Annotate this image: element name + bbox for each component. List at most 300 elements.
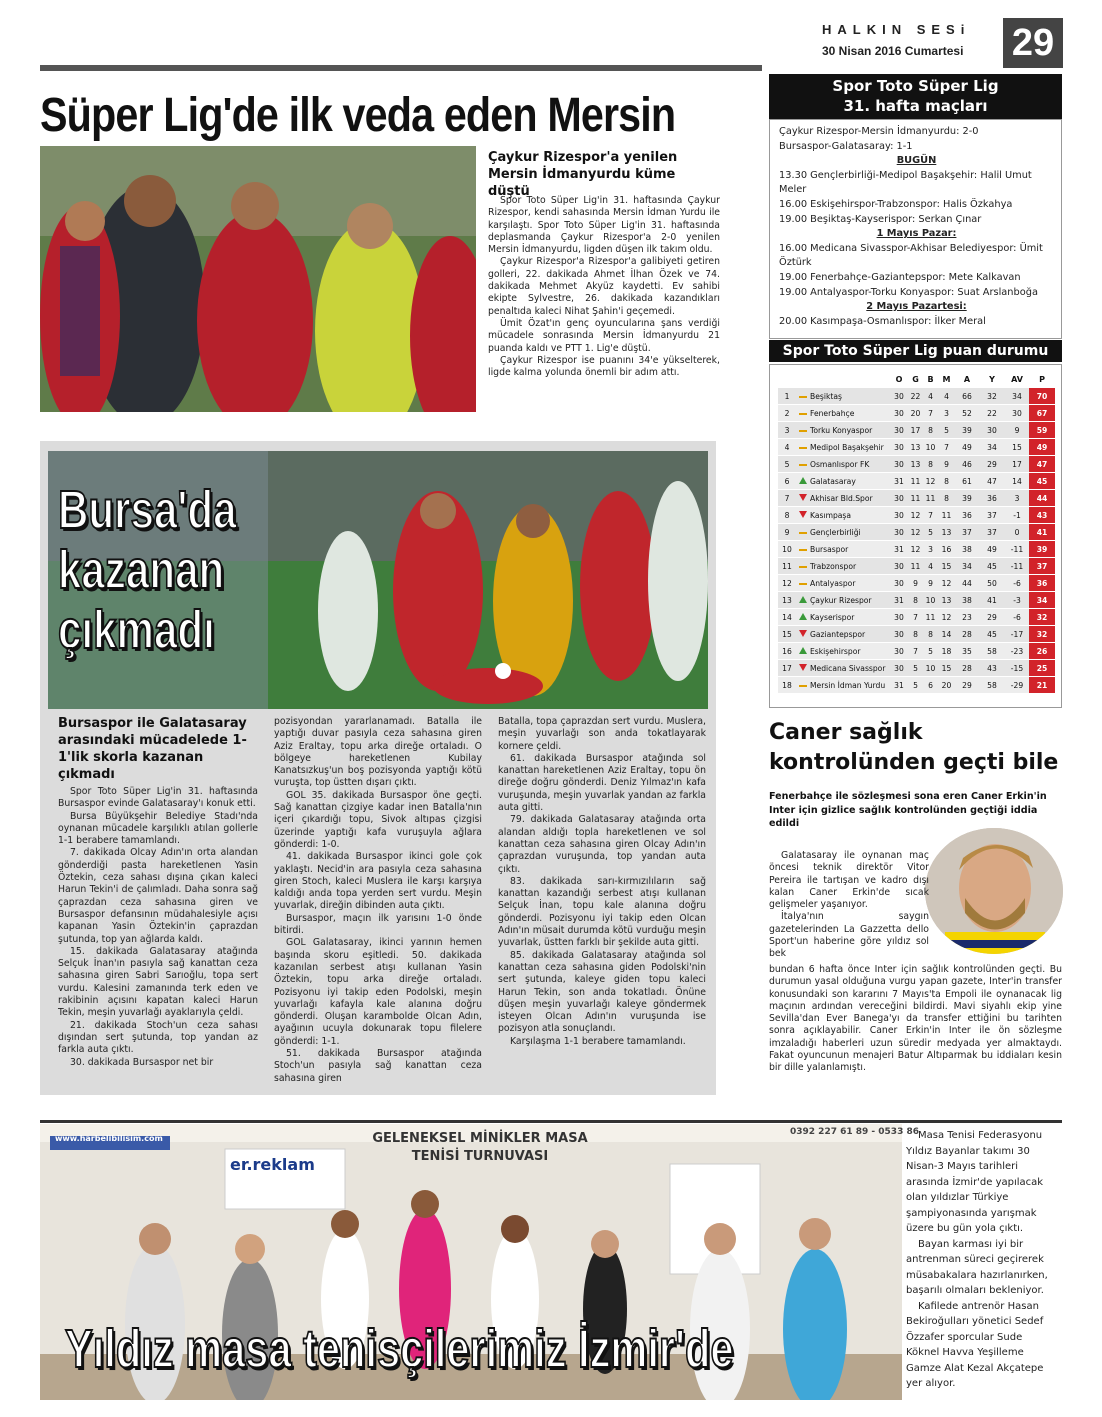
- stat-y: 50: [979, 575, 1005, 592]
- fixture-item: Çaykur Rizespor-Mersin İdmanyurdu: 2-0: [779, 126, 979, 137]
- stat-o: 31: [890, 677, 908, 694]
- trend-down-icon: [799, 494, 807, 501]
- stat-g: 11: [908, 558, 923, 575]
- stat-o: 31: [890, 473, 908, 490]
- trend-same-icon: [799, 447, 807, 449]
- top-rule: [40, 65, 762, 71]
- standings-row: [778, 456, 1055, 473]
- bursa-subhead: Bursaspor ile Galatasaray arasındaki mücadelede 1-1'lik skorla kazanan çıkmadı: [58, 716, 247, 782]
- trend-cell: [796, 439, 810, 456]
- main-headline: Süper Lig'de ilk veda eden Mersin: [40, 89, 676, 142]
- rank: 14: [778, 609, 796, 626]
- bursa-headline-line: kazanan: [58, 540, 225, 600]
- tenis-article-body: [906, 1128, 1056, 1392]
- stat-p: 37: [1029, 558, 1055, 575]
- fixture-day-heading: BUGÜN: [896, 155, 937, 167]
- standings-column-header: G: [908, 371, 923, 388]
- rank: 18: [778, 677, 796, 694]
- newspaper-brand: HALKIN SESi: [822, 22, 971, 37]
- team-name: Kasımpaşa: [810, 507, 890, 524]
- fixture-item: 16.00 Eskişehirspor-Trabzonspor: Halis Özkahya: [779, 198, 1013, 210]
- trend-same-icon: [799, 566, 807, 568]
- stat-av: -1: [1005, 507, 1029, 524]
- stat-o: 30: [890, 609, 908, 626]
- stat-a: 38: [955, 592, 979, 609]
- standings-row: [778, 592, 1055, 609]
- stat-m: 14: [938, 626, 955, 643]
- tournament-banner: GELENEKSEL MİNİKLER MASA TENİSİ TURNUVASI: [372, 1131, 588, 1164]
- trend-cell: [796, 456, 810, 473]
- fixture-item: 16.00 Medicana Sivasspor-Akhisar Belediyespor: Ümit Öztürk: [779, 242, 1043, 269]
- trend-cell: [796, 609, 810, 626]
- paragraph: Çaykur Rizespor'a Rizespor'a galibiyeti getiren golleri, 22. dakikada Ahmet İlhan Özek ve 74. dakikada Mehmet Akyüz kaydetti. Ev sahibi ekipte Sylvestre, 26. dakikada kazandıkları penaltıda kaleci Nihat Şahin'i geçemedi.: [488, 256, 720, 317]
- trend-cell: [796, 660, 810, 677]
- stat-o: 30: [890, 456, 908, 473]
- trend-down-icon: [799, 664, 807, 671]
- website-banner: www.harbelibilisim.com: [55, 1134, 163, 1143]
- stat-av: -17: [1005, 626, 1029, 643]
- standings-column-header: M: [938, 371, 955, 388]
- stat-a: 28: [955, 626, 979, 643]
- stat-y: 43: [979, 660, 1005, 677]
- paragraph: Bursaspor, maçın ilk yarısını 1-0 önde bitirdi.: [274, 912, 482, 937]
- standings-title: Spor Toto Süper Lig puan durumu: [769, 340, 1062, 362]
- stat-o: 30: [890, 490, 908, 507]
- paragraph: Kafilede antrenör Hasan Bekiroğulları yönetici Sedef Özzafer sporcular Sude Köknel Havva Yeşilleme Gamze Alat Kezal Akçatepe yer alıyor.: [906, 1300, 1044, 1389]
- standings-row: [778, 405, 1055, 422]
- stat-y: 37: [979, 507, 1005, 524]
- trend-same-icon: [799, 396, 807, 398]
- stat-m: 8: [938, 473, 955, 490]
- bursa-headline-line: çıkmadı: [58, 600, 215, 660]
- fixtures-title-line2: 31. hafta maçları: [843, 97, 988, 115]
- stat-m: 12: [938, 609, 955, 626]
- rank: 11: [778, 558, 796, 575]
- paragraph: bundan 6 hafta önce Inter için sağlık kontrolünden geçti. Bu durumun yasal olduğuna vurgu yapan gazete, Inter'in transfer konusundaki son kararını 7 Mayıs'ta Empoli ile oynanacak lig maçının ardından vereceğini bildirdi. Mavi siyahlı ekip yine Sevilla'dan Ever Banega'yı da transfer ettiğini bu tarihten sonra açıklayabilir. Caner Erkin'in Inter ile ön sözleşme imzaladığı haberleri uzun süredir medyada yer almaktaydı. Fakat oyuncunun menajeri Batur Altıparmak bu iddiaları kesin bir dille yalanlamıştı.: [769, 964, 1062, 1074]
- stat-p: 32: [1029, 626, 1055, 643]
- paragraph: 7. dakikada Olcay Adın'ın orta alandan gönderdiği pasta hareketlenen Yasin Öztekin, ceza sahası dışına çıkan kaleci Harun Tekin'i de çalımladı. Daha sonra sağ çaprazdan ceza sahasına giren ve Bursaspor defansının müdahalesiyle açısı kapanan Yasin Öztekin'in çaprazdan şutunda, top yan ağlarda kaldı.: [58, 847, 258, 945]
- stat-o: 31: [890, 592, 908, 609]
- paragraph: Bayan karması iyi bir antrenman süreci geçirerek müsabakalara hazırlanırken, başarılı olmaları bekleniyor.: [906, 1238, 1048, 1296]
- stat-y: 58: [979, 677, 1005, 694]
- stat-g: 12: [908, 507, 923, 524]
- bursa-column-1: [58, 786, 258, 1069]
- standings-row: [778, 660, 1055, 677]
- standings-column-header: A: [955, 371, 979, 388]
- stat-b: 9: [923, 575, 938, 592]
- stat-y: 22: [979, 405, 1005, 422]
- stat-m: 16: [938, 541, 955, 558]
- standings-column-header: P: [1029, 371, 1055, 388]
- standings-row: [778, 541, 1055, 558]
- paragraph: Spor Toto Süper Lig'in 31. haftasında Bursaspor evinde Galatasaray'ı konuk etti.: [58, 786, 258, 810]
- stat-b: 10: [923, 592, 938, 609]
- stat-o: 30: [890, 660, 908, 677]
- stat-m: 9: [938, 456, 955, 473]
- stat-g: 8: [908, 592, 923, 609]
- main-subhead: Çaykur Rizespor'a yenilen Mersin İdmanyurdu küme düştü: [488, 150, 678, 199]
- stat-b: 5: [923, 524, 938, 541]
- stat-av: 15: [1005, 439, 1029, 456]
- stat-p: 49: [1029, 439, 1055, 456]
- rank: 2: [778, 405, 796, 422]
- stat-av: -23: [1005, 643, 1029, 660]
- team-name: Çaykur Rizespor: [810, 592, 890, 609]
- stat-y: 30: [979, 422, 1005, 439]
- fixtures-list: [779, 125, 1054, 329]
- stat-b: 11: [923, 609, 938, 626]
- stat-av: 14: [1005, 473, 1029, 490]
- stat-av: -29: [1005, 677, 1029, 694]
- rank: 8: [778, 507, 796, 524]
- stat-p: 67: [1029, 405, 1055, 422]
- team-name: Gençlerbirliği: [810, 524, 890, 541]
- trend-cell: [796, 490, 810, 507]
- bursa-headline: [58, 480, 237, 660]
- standings-row: [778, 643, 1055, 660]
- fixture-item: 19.00 Beşiktaş-Kayserispor: Serkan Çınar: [779, 213, 982, 225]
- trend-same-icon: [799, 583, 807, 585]
- standings-row: [778, 609, 1055, 626]
- bursa-column-3: [498, 716, 706, 1048]
- sponsor-logo: er.reklam: [230, 1155, 315, 1174]
- stat-a: 44: [955, 575, 979, 592]
- stat-p: 26: [1029, 643, 1055, 660]
- trend-cell: [796, 507, 810, 524]
- trend-same-icon: [799, 464, 807, 466]
- team-name: Mersin İdman Yurdu: [810, 677, 890, 694]
- stat-p: 21: [1029, 677, 1055, 694]
- tenis-headline: Yıldız masa tenisçilerimiz İzmir'de: [65, 1319, 734, 1379]
- standings-column-header: B: [923, 371, 938, 388]
- rank: 12: [778, 575, 796, 592]
- stat-av: 17: [1005, 456, 1029, 473]
- team-name: Gaziantepspor: [810, 626, 890, 643]
- rank: 16: [778, 643, 796, 660]
- caner-subhead: Fenerbahçe ile sözleşmesi sona eren Caner Erkin'in Inter için gizlice sağlık kontrolünden geçtiği iddia edildi: [769, 791, 1047, 829]
- paragraph: Bursa Büyükşehir Belediye Stadı'nda oynanan mücadele karşılıklı atılan gollerle 1-1 berabere tamamlandı.: [58, 810, 258, 847]
- standings-row: [778, 524, 1055, 541]
- stat-y: 32: [979, 388, 1005, 405]
- trend-cell: [796, 677, 810, 694]
- stat-g: 13: [908, 439, 923, 456]
- stat-y: 29: [979, 609, 1005, 626]
- stat-g: 11: [908, 490, 923, 507]
- stat-a: 36: [955, 507, 979, 524]
- standings-row: [778, 439, 1055, 456]
- stat-a: 37: [955, 524, 979, 541]
- team-name: Fenerbahçe: [810, 405, 890, 422]
- stat-g: 8: [908, 626, 923, 643]
- team-name: Eskişehirspor: [810, 643, 890, 660]
- stat-p: 47: [1029, 456, 1055, 473]
- paragraph: GOL 35. dakikada Bursaspor öne geçti. Sağ kanattan çizgiye kadar inen Batalla'nın içeri çıkardığı topu, Sivok altıpas çizgisi üzerinde yaptığı kafa vuruşuyla ağlara gönderdi: 1-0.: [274, 789, 482, 850]
- stat-m: 15: [938, 660, 955, 677]
- fixture-item: 13.30 Gençlerbirliği-Medipol Başakşehir: Halil Umut Meler: [779, 169, 1032, 196]
- stat-p: 44: [1029, 490, 1055, 507]
- rank: 9: [778, 524, 796, 541]
- stat-m: 5: [938, 422, 955, 439]
- stat-p: 25: [1029, 660, 1055, 677]
- trend-cell: [796, 388, 810, 405]
- stat-m: 13: [938, 592, 955, 609]
- team-name: Antalyaspor: [810, 575, 890, 592]
- paragraph: Galatasaray ile oynanan maç öncesi teknik direktör Vitor Pereira ile tartışan ve kadro dışı kalan Caner Erkin'de sıcak gelişmeler yaşanıyor.: [769, 850, 929, 911]
- trend-cell: [796, 473, 810, 490]
- stat-av: 0: [1005, 524, 1029, 541]
- bursa-column-2: [274, 716, 482, 1085]
- stat-m: 20: [938, 677, 955, 694]
- caner-portrait: [925, 828, 1063, 954]
- standings-row: [778, 558, 1055, 575]
- stat-av: -6: [1005, 609, 1029, 626]
- issue-date: 30 Nisan 2016 Cumartesi: [822, 44, 964, 58]
- stat-b: 10: [923, 439, 938, 456]
- stat-o: 30: [890, 439, 908, 456]
- stat-a: 66: [955, 388, 979, 405]
- stat-a: 38: [955, 541, 979, 558]
- stat-b: 3: [923, 541, 938, 558]
- trend-cell: [796, 575, 810, 592]
- trend-same-icon: [799, 549, 807, 551]
- team-name: Medipol Başakşehir: [810, 439, 890, 456]
- stat-g: 11: [908, 473, 923, 490]
- stat-g: 9: [908, 575, 923, 592]
- trend-cell: [796, 405, 810, 422]
- fixtures-title: [769, 74, 1062, 120]
- stat-o: 30: [890, 405, 908, 422]
- stat-a: 35: [955, 643, 979, 660]
- stat-av: 34: [1005, 388, 1029, 405]
- stat-av: 9: [1005, 422, 1029, 439]
- trend-up-icon: [799, 613, 807, 620]
- team-name: Galatasaray: [810, 473, 890, 490]
- stat-m: 3: [938, 405, 955, 422]
- team-name: Beşiktaş: [810, 388, 890, 405]
- paragraph: Çaykur Rizespor ise puanını 34'e yükselterek, ligde kalma yolunda önemli bir adım attı.: [488, 354, 720, 379]
- stat-m: 8: [938, 490, 955, 507]
- stat-o: 30: [890, 643, 908, 660]
- stat-g: 20: [908, 405, 923, 422]
- stat-p: 70: [1029, 388, 1055, 405]
- stat-b: 7: [923, 507, 938, 524]
- stat-p: 45: [1029, 473, 1055, 490]
- stat-b: 4: [923, 388, 938, 405]
- paragraph: 15. dakikada Galatasaray atağında Selçuk İnan'ın pasıyla sağ kanattan ceza sahasına giren Sabri Sarıoğlu, topa sert vurdu. Kalesini zamanında terk eden ve rakibinin açısını kapatan kaleci Harun Tekin, meşin yuvarlağı ayaklarıyla çeldi.: [58, 945, 258, 1019]
- stat-y: 36: [979, 490, 1005, 507]
- stat-av: -11: [1005, 558, 1029, 575]
- stat-a: 23: [955, 609, 979, 626]
- stat-y: 37: [979, 524, 1005, 541]
- rank: 15: [778, 626, 796, 643]
- rize-match-photo: [40, 146, 476, 412]
- standings-row: [778, 677, 1055, 694]
- stat-g: 22: [908, 388, 923, 405]
- fixture-day-heading: 1 Mayıs Pazar:: [876, 228, 957, 240]
- stat-g: 13: [908, 456, 923, 473]
- paragraph: 21. dakikada Stoch'un ceza sahası dışından sert şutunda, top yandan az farkla auta çıktı.: [58, 1019, 258, 1056]
- team-name: Trabzonspor: [810, 558, 890, 575]
- stat-b: 6: [923, 677, 938, 694]
- stat-o: 30: [890, 626, 908, 643]
- trend-cell: [796, 422, 810, 439]
- stat-m: 7: [938, 439, 955, 456]
- trend-cell: [796, 558, 810, 575]
- fixture-item: 19.00 Fenerbahçe-Gaziantepspor: Mete Kalkavan: [779, 271, 1021, 283]
- stat-y: 47: [979, 473, 1005, 490]
- stat-b: 10: [923, 660, 938, 677]
- stat-y: 45: [979, 626, 1005, 643]
- stat-a: 34: [955, 558, 979, 575]
- standings-row: [778, 490, 1055, 507]
- bursa-headline-line: Bursa'da: [58, 480, 237, 540]
- team-name: Torku Konyaspor: [810, 422, 890, 439]
- paragraph: 51. dakikada Bursaspor atağında Stoch'un pasıyla sağ kanattan ceza sahasına giren: [274, 1048, 482, 1084]
- phone-banner: 0392 227 61 89 - 0533 86: [790, 1127, 919, 1137]
- caner-headline: Caner sağlık kontrolünden geçti bile: [769, 720, 1059, 775]
- stat-g: 12: [908, 524, 923, 541]
- standings-row: [778, 575, 1055, 592]
- fixture-item: Bursaspor-Galatasaray: 1-1: [779, 140, 913, 152]
- trend-same-icon: [799, 430, 807, 432]
- standings-header-row: [778, 371, 1055, 388]
- stat-b: 7: [923, 405, 938, 422]
- stat-a: 49: [955, 439, 979, 456]
- stat-y: 45: [979, 558, 1005, 575]
- team-name: Medicana Sivasspor: [810, 660, 890, 677]
- stat-g: 7: [908, 609, 923, 626]
- stat-a: 29: [955, 677, 979, 694]
- standings-column-header: O: [890, 371, 908, 388]
- trend-down-icon: [799, 630, 807, 637]
- stat-g: 12: [908, 541, 923, 558]
- rank: 17: [778, 660, 796, 677]
- rank: 13: [778, 592, 796, 609]
- rank: 4: [778, 439, 796, 456]
- main-article-body: [488, 195, 720, 379]
- team-name: Bursaspor: [810, 541, 890, 558]
- section-rule: [40, 1120, 1062, 1123]
- trend-same-icon: [799, 685, 807, 687]
- paragraph: 41. dakikada Bursaspor ikinci gole çok yaklaştı. Necid'in ara pasıyla ceza sahasına giren Stoch, kaleci Muslera ile karşı karşıya kaldığı anda topa yerden sert vurdu. Meşin yuvarlak, direğin dibinden auta çıktı.: [274, 851, 482, 912]
- stat-b: 8: [923, 422, 938, 439]
- stat-b: 4: [923, 558, 938, 575]
- stat-o: 30: [890, 507, 908, 524]
- standings-table: [778, 371, 1055, 694]
- stat-m: 4: [938, 388, 955, 405]
- stat-av: 3: [1005, 490, 1029, 507]
- paragraph: Spor Toto Süper Lig'in 31. haftasında Çaykur Rizespor, kendi sahasında Mersin İdman Yurdu ile karşılaştı. Spor Toto Süper Lig'in 31. haftasında deplasmanda Çaykur Rizespor'a 2-0 yenilen Mersin İdmanyurdu, ligden düşen ilk takım oldu.: [488, 195, 720, 256]
- standings-row: [778, 388, 1055, 405]
- paragraph: 79. dakikada Galatasaray atağında orta alandan aldığı topla hareketlenen ve sol kanattan ceza sahasına giren Olcay Adın'ın çaprazdan vuruşunda, top yandan auta çıktı.: [498, 814, 706, 875]
- stat-p: 59: [1029, 422, 1055, 439]
- stat-p: 41: [1029, 524, 1055, 541]
- stat-y: 58: [979, 643, 1005, 660]
- stat-av: 30: [1005, 405, 1029, 422]
- stat-a: 52: [955, 405, 979, 422]
- paragraph: Karşılaşma 1-1 berabere tamamlandı.: [510, 1035, 686, 1047]
- stat-av: -3: [1005, 592, 1029, 609]
- standings-column-header: Y: [979, 371, 1005, 388]
- stat-av: -6: [1005, 575, 1029, 592]
- stat-m: 15: [938, 558, 955, 575]
- stat-o: 30: [890, 388, 908, 405]
- stat-y: 34: [979, 439, 1005, 456]
- paragraph: Masa Tenisi Federasyonu Yıldız Bayanlar takımı 30 Nisan-3 Mayıs tarihleri arasında İzmir'de yapılacak olan yıldızlar Türkiye şampiyonasında yarışmak üzere bu gün yola çıktı.: [906, 1130, 1044, 1234]
- trend-cell: [796, 524, 810, 541]
- stat-b: 11: [923, 490, 938, 507]
- stat-y: 49: [979, 541, 1005, 558]
- rank: 3: [778, 422, 796, 439]
- standings-row: [778, 422, 1055, 439]
- fixture-day-heading: 2 Mayıs Pazartesi:: [866, 301, 967, 313]
- rank: 7: [778, 490, 796, 507]
- standings-row: [778, 507, 1055, 524]
- stat-a: 39: [955, 490, 979, 507]
- standings-column-header: AV: [1005, 371, 1029, 388]
- stat-y: 41: [979, 592, 1005, 609]
- trend-cell: [796, 541, 810, 558]
- trend-cell: [796, 592, 810, 609]
- stat-av: -15: [1005, 660, 1029, 677]
- fixture-item: 20.00 Kasımpaşa-Osmanlıspor: İlker Meral: [779, 315, 986, 327]
- paragraph: 85. dakikada Galatasaray atağında sol kanattan ceza sahasına giden Podolski'nin sert şutunda, kaleye giden topu kaleci Harun Tekin, son anda tokatladı. Önüne düşen meşin yuvarlağı kaleye göndermek isteyen Olcan Adın'ın vuruşunda ise pozisyon atla sonuçlandı.: [498, 949, 706, 1035]
- stat-y: 29: [979, 456, 1005, 473]
- rank: 1: [778, 388, 796, 405]
- trend-up-icon: [799, 477, 807, 484]
- paragraph: pozisyondan yararlanamadı. Batalla ile yaptığı duvar pasıyla ceza sahasına giren Aziz Eraltay, topu arka direğe ortaladı. O bölgeye hareketlenen Kubilay Kanatsızkuş'un boş pozisyonda yaptığı kötü vuruşta, top üstten dışarı çıktı.: [274, 716, 482, 789]
- stat-g: 5: [908, 677, 923, 694]
- stat-p: 43: [1029, 507, 1055, 524]
- stat-b: 8: [923, 456, 938, 473]
- fixture-item: 19.00 Antalyaspor-Torku Konyaspor: Suat Arslanboğa: [779, 286, 1038, 298]
- trend-same-icon: [799, 413, 807, 415]
- stat-p: 36: [1029, 575, 1055, 592]
- trend-same-icon: [799, 532, 807, 534]
- page-number: 29: [1003, 18, 1063, 68]
- rank: 10: [778, 541, 796, 558]
- paragraph: GOL Galatasaray, ikinci yarının hemen başında skoru eşitledi. 50. dakikada kazanılan serbest atışı kullanan Yasin Öztekin, topu arka direğe ortaladı. Pozisyonu iyi takip eden Podolski, meşin yuvarlağı kafayla kale alanına doğru gönderdi. Oluşan karambolde Olcan Adın, ayağının ucuyla dokunarak topu filelere gönderdi: 1-1.: [274, 937, 482, 1047]
- trend-cell: [796, 643, 810, 660]
- stat-m: 18: [938, 643, 955, 660]
- stat-g: 5: [908, 660, 923, 677]
- team-name: Osmanlıspor FK: [810, 456, 890, 473]
- trend-down-icon: [799, 511, 807, 518]
- stat-b: 12: [923, 473, 938, 490]
- trend-cell: [796, 626, 810, 643]
- team-name: Akhisar Bld.Spor: [810, 490, 890, 507]
- stat-o: 30: [890, 575, 908, 592]
- stat-m: 11: [938, 507, 955, 524]
- stat-b: 5: [923, 643, 938, 660]
- stat-m: 13: [938, 524, 955, 541]
- stat-o: 30: [890, 422, 908, 439]
- trend-up-icon: [799, 596, 807, 603]
- paragraph: 30. dakikada Bursaspor net bir: [70, 1056, 214, 1068]
- paragraph: Ümit Özat'ın genç oyuncularına şans verdiği mücadele sonrasında Mersin İdmanyurdu 21 puanda kaldı ve PTT 1. Lig'e düştü.: [488, 317, 720, 354]
- paragraph: Batalla, topa çaprazdan sert vurdu. Muslera, meşin yuvarlağı son anda tokatlayarak kornere çeldi.: [498, 716, 706, 752]
- rank: 6: [778, 473, 796, 490]
- stat-o: 31: [890, 541, 908, 558]
- paragraph: İtalya'nın saygın gazetelerinden La Gazzetta dello Sport'un haberine göre yıldız sol bek: [769, 911, 929, 960]
- paragraph: 61. dakikada Bursaspor atağında sol kanattan hareketlenen Aziz Eraltay, topu ön direğe doğru gönderdi. Deniz Yılmaz'ın kafa vuruşunda, meşin yuvarlak yandan az farkla auta gitti.: [498, 752, 706, 814]
- stat-g: 7: [908, 643, 923, 660]
- stat-p: 34: [1029, 592, 1055, 609]
- team-name: Kayserispor: [810, 609, 890, 626]
- stat-av: -11: [1005, 541, 1029, 558]
- stat-b: 8: [923, 626, 938, 643]
- rank: 5: [778, 456, 796, 473]
